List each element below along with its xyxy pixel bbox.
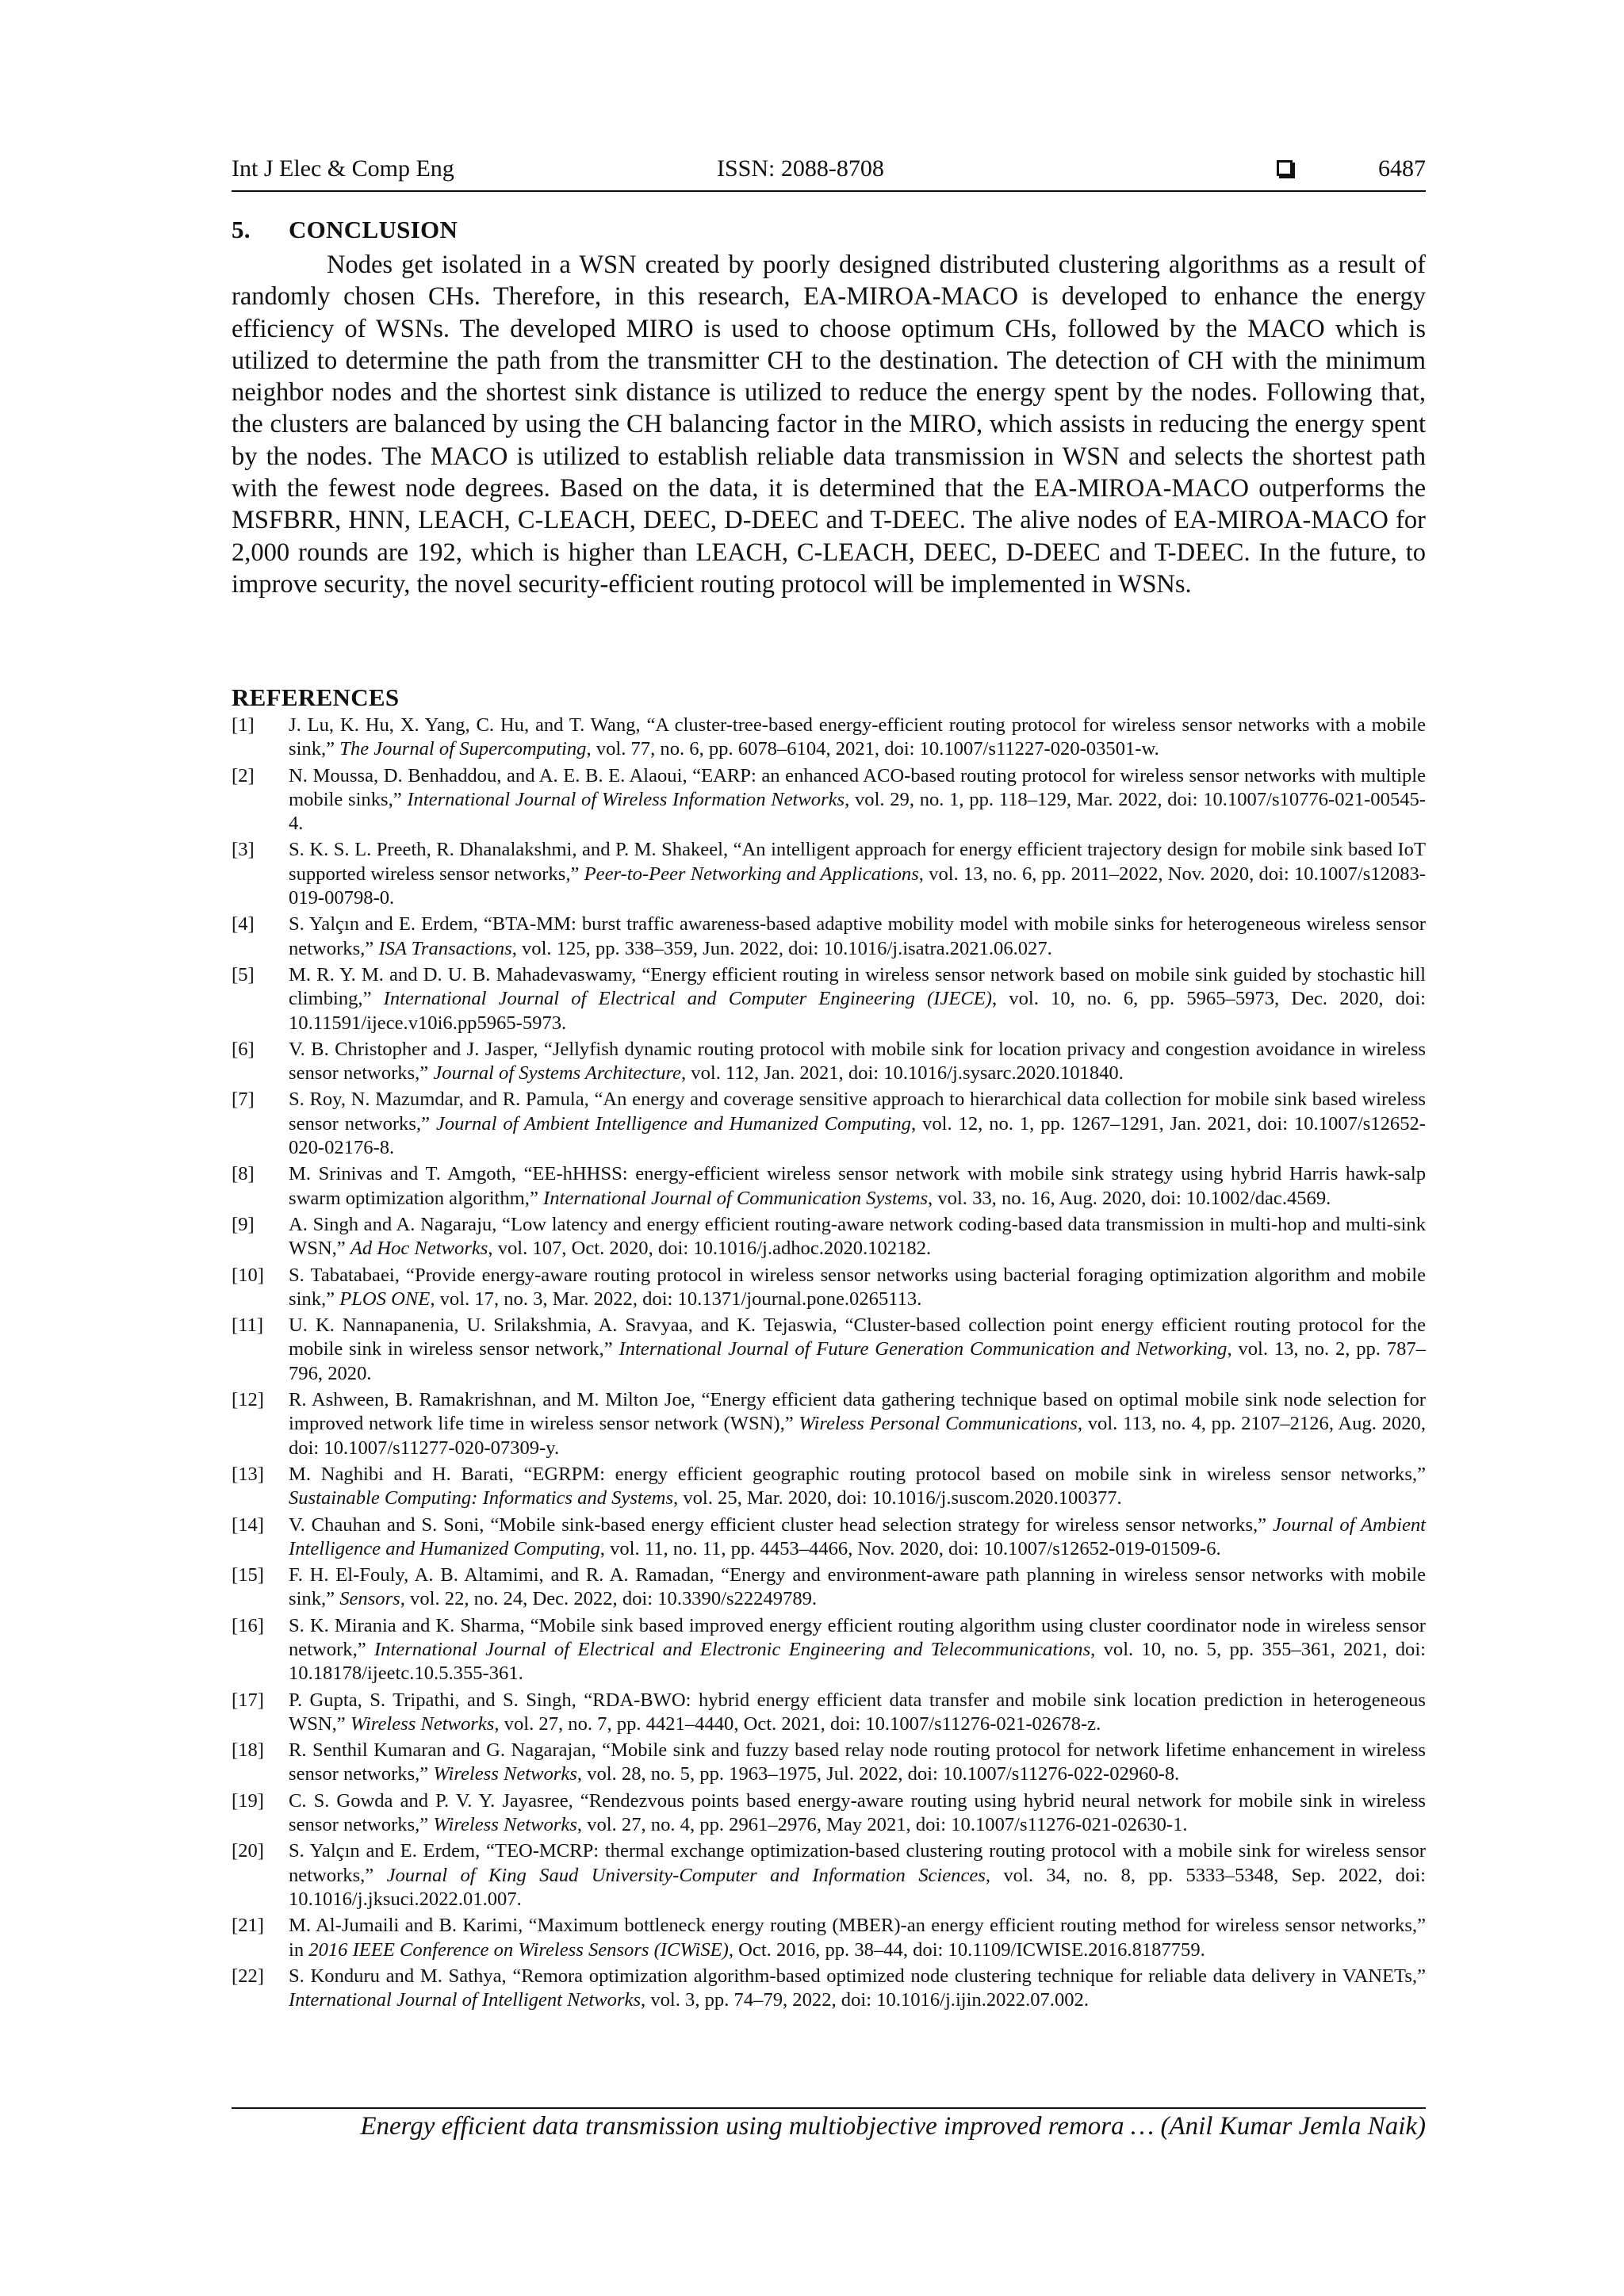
reference-number: [4] <box>232 913 255 936</box>
reference-details: , vol. 107, Oct. 2020, doi: 10.1016/j.adhoc.2020.102182. <box>488 1238 932 1260</box>
reference-item <box>232 764 1426 836</box>
reference-number: [3] <box>232 839 255 861</box>
reference-details: , vol. 33, no. 16, Aug. 2020, doi: 10.1002/dac.4569. <box>928 1187 1331 1209</box>
reference-item <box>232 1513 1426 1562</box>
reference-authors-title: U. K. Nannapanenia, U. Srilakshmia, A. Sravyaa, and K. Tejaswia, “Cluster-based collection point energy efficient routing protocol for the mobile sink in wireless sensor network,” <box>289 1314 1426 1360</box>
reference-item <box>232 1388 1426 1460</box>
reference-item <box>232 1789 1426 1838</box>
reference-venue: International Journal of Electrical and Computer Engineering (IJECE) <box>383 988 992 1010</box>
reference-venue: Ad Hoc Networks <box>350 1238 488 1260</box>
reference-authors-title: M. Al-Jumaili and B. Karimi, “Maximum bottleneck energy routing (MBER)-an energy efficient routing method for wireless sensor networks,” in <box>289 1915 1426 1961</box>
reference-authors-title: S. Roy, N. Mazumdar, and R. Pamula, “An energy and coverage sensitive approach to hierarchical data collection for mobile sink based wireless sensor networks,” <box>289 1089 1426 1135</box>
reference-details: , vol. 10, no. 5, pp. 355–361, 2021, doi: 10.18178/ijeetc.10.5.355-361. <box>289 1638 1426 1685</box>
reference-authors-title: S. K. Mirania and K. Sharma, “Mobile sink based improved energy efficient routing algorithm using cluster coordinator node in wireless sensor network,” <box>289 1614 1426 1660</box>
reference-venue: PLOS ONE <box>339 1288 431 1310</box>
reference-number: [19] <box>232 1789 264 1812</box>
reference-details: , vol. 25, Mar. 2020, doi: 10.1016/j.suscom.2020.100377. <box>673 1487 1122 1510</box>
reference-authors-title: S. Tabatabaei, “Provide energy-aware routing protocol in wireless sensor networks using bacterial foraging optimization algorithm and mobile sink,” <box>289 1264 1426 1310</box>
reference-venue: International Journal of Intelligent Networks <box>289 1989 642 2011</box>
reference-item <box>232 1463 1426 1511</box>
reference-details: , Oct. 2016, pp. 38–44, doi: 10.1109/ICWISE.2016.8187759. <box>728 1938 1205 1961</box>
reference-number: [7] <box>232 1089 255 1111</box>
reference-authors-title: N. Moussa, D. Benhaddou, and A. E. B. E. Alaoui, “EARP: an enhanced ACO-based routing protocol for wireless sensor networks with multiple mobile sinks,” <box>289 764 1426 810</box>
reference-authors-title: R. Ashween, B. Ramakrishnan, and M. Milton Joe, “Energy efficient data gathering technique based on optimal mobile sink node selection for improved network life time in wireless sensor network (WSN),” <box>289 1389 1426 1435</box>
reference-details: , vol. 125, pp. 338–359, Jun. 2022, doi: 10.1016/j.isatra.2021.06.027. <box>511 937 1052 959</box>
reference-number: [9] <box>232 1213 255 1235</box>
reference-details: , vol. 13, no. 6, pp. 2011–2022, Nov. 2020, doi: 10.1007/s12083-019-00798-0. <box>289 863 1426 909</box>
reference-number: [20] <box>232 1840 264 1862</box>
reference-authors-title: V. B. Christopher and J. Jasper, “Jellyfish dynamic routing protocol with mobile sink for location privacy and congestion avoidance in wireless sensor networks,” <box>289 1038 1426 1085</box>
reference-authors-title: F. H. El-Fouly, A. B. Altamimi, and R. A. Ramadan, “Energy and environment-aware path planning in wireless sensor networks with mobile sink,” <box>289 1564 1426 1610</box>
reference-venue: The Journal of Supercomputing <box>339 738 587 760</box>
reference-number: [10] <box>232 1264 264 1286</box>
conclusion-paragraph: Nodes get isolated in a WSN created by poorly designed distributed clustering algorithms as a result of randomly chosen CHs. Therefore, in this research, EA-MIROA-MACO is developed to enhance the energy efficiency of WSNs. The developed MIRO is used to choose optimum CHs, followed by the MACO which is utilized to determine the path from the transmitter CH to the destination. The detection of CH with the minimum neighbor nodes and the shortest sink distance is utilized to reduce the energy spent by the nodes. Following that, the clusters are balanced by using the CH balancing factor in the MIRO, which assists in reducing the energy spent by the nodes. The MACO is utilized to establish reliable data transmission in WSN and selects the shortest path with the fewest node degrees. Based on the data, it is determined that the EA-MIROA-MACO outperforms the MSFBRR, HNN, LEACH, C-LEACH, DEEC, D-DEEC and T-DEEC. The alive nodes of EA-MIROA-MACO for 2,000 rounds are 192, which is higher than LEACH, C-LEACH, DEEC, D-DEEC and T-DEEC. In the future, to improve security, the novel security-efficient routing protocol will be implemented in WSNs. <box>232 251 1426 599</box>
reference-details: , vol. 113, no. 4, pp. 2107–2126, Aug. 2020, doi: 10.1007/s11277-020-07309-y. <box>289 1413 1426 1459</box>
reference-number: [6] <box>232 1038 255 1060</box>
reference-number: [12] <box>232 1389 264 1411</box>
footer-rule <box>232 2107 1426 2109</box>
reference-authors-title: A. Singh and A. Nagaraju, “Low latency and energy efficient routing-aware network coding-based data transmission in multi-hop and multi-sink WSN,” <box>289 1213 1426 1260</box>
page-number: 6487 <box>1378 155 1426 182</box>
reference-authors-title: M. R. Y. M. and D. U. B. Mahadevaswamy, “Energy efficient routing in wireless sensor network based on mobile sink guided by stochastic hill climbing,” <box>289 963 1426 1010</box>
reference-details: , vol. 17, no. 3, Mar. 2022, doi: 10.1371/journal.pone.0265113. <box>430 1288 922 1310</box>
reference-authors-title: P. Gupta, S. Tripathi, and S. Singh, “RDA-BWO: hybrid energy efficient data transfer and mobile sink location prediction in heterogeneous WSN,” <box>289 1689 1426 1735</box>
reference-details: , vol. 12, no. 1, pp. 1267–1291, Jan. 2021, doi: 10.1007/s12652-020-02176-8. <box>289 1112 1426 1159</box>
reference-number: [22] <box>232 1965 264 1987</box>
reference-item <box>232 714 1426 762</box>
reference-venue: Wireless Networks <box>433 1763 577 1785</box>
reference-number: [17] <box>232 1689 264 1711</box>
reference-authors-title: R. Senthil Kumaran and G. Nagarajan, “Mobile sink and fuzzy based relay node routing protocol for network lifetime enhancement in wireless sensor networks,” <box>289 1739 1426 1785</box>
running-header <box>232 155 1426 189</box>
reference-item <box>232 1162 1426 1211</box>
reference-authors-title: S. Konduru and M. Sathya, “Remora optimization algorithm-based optimized node clustering technique for reliable data delivery in VANETs,” <box>289 1965 1426 1987</box>
reference-venue: Wireless Networks <box>433 1814 577 1836</box>
reference-venue: ISA Transactions <box>378 937 512 959</box>
reference-venue: Journal of Ambient Intelligence and Humanized Computing <box>435 1112 911 1135</box>
reference-authors-title: J. Lu, K. Hu, X. Yang, C. Hu, and T. Wang, “A cluster-tree-based energy-efficient routing protocol for wireless sensor networks with a mobile sink,” <box>289 714 1426 760</box>
reference-venue: Journal of Ambient Intelligence and Humanized Computing <box>289 1513 1426 1559</box>
journal-name: Int J Elec & Comp Eng <box>232 155 454 182</box>
reference-number: [13] <box>232 1463 264 1485</box>
reference-item <box>232 1839 1426 1911</box>
reference-number: [16] <box>232 1614 264 1636</box>
reference-number: [5] <box>232 963 255 985</box>
reference-item <box>232 1213 1426 1261</box>
reference-item <box>232 1914 1426 1962</box>
reference-authors-title: V. Chauhan and S. Soni, “Mobile sink-based energy efficient cluster head selection strategy for wireless sensor networks,” <box>289 1513 1273 1536</box>
reference-item <box>232 1614 1426 1686</box>
reference-item <box>232 1965 1426 2013</box>
section-title: CONCLUSION <box>289 216 458 243</box>
reference-item <box>232 1314 1426 1386</box>
reference-number: [18] <box>232 1739 264 1762</box>
reference-item <box>232 1264 1426 1312</box>
reference-item <box>232 1563 1426 1612</box>
reference-item <box>232 963 1426 1035</box>
reference-venue: Peer-to-Peer Networking and Applications <box>584 863 919 885</box>
reference-venue: International Journal of Future Generation Communication and Networking <box>619 1338 1228 1360</box>
reference-number: [14] <box>232 1513 264 1536</box>
reference-details: , vol. 27, no. 7, pp. 4421–4440, Oct. 2021, doi: 10.1007/s11276-021-02678-z. <box>494 1712 1101 1735</box>
reference-number: [11] <box>232 1314 264 1337</box>
running-footer: Energy efficient data transmission using multiobjective improved remora … (Anil Kumar Jemla Naik) <box>360 2112 1426 2141</box>
reference-item <box>232 913 1426 961</box>
reference-number: [8] <box>232 1163 255 1185</box>
reference-details: , vol. 34, no. 8, pp. 5333–5348, Sep. 2022, doi: 10.1016/j.jksuci.2022.01.007. <box>289 1864 1427 1910</box>
reference-number: [21] <box>232 1915 264 1937</box>
reference-authors-title: M. Srinivas and T. Amgoth, “EE-hHHSS: energy-efficient wireless sensor network with mobile sink strategy using hybrid Harris hawk-salp swarm optimization algorithm,” <box>289 1163 1426 1209</box>
reference-item <box>232 1038 1426 1086</box>
reference-authors-title: S. K. S. L. Preeth, R. Dhanalakshmi, and P. M. Shakeel, “An intelligent approach for energy efficient trajectory design for mobile sink based IoT supported wireless sensor networks,” <box>289 839 1426 885</box>
reference-venue: Wireless Networks <box>350 1712 495 1735</box>
header-rule <box>232 190 1426 192</box>
references-heading: REFERENCES <box>232 683 400 711</box>
reference-list <box>232 714 1426 2015</box>
reference-number: [2] <box>232 764 255 786</box>
reference-item <box>232 1689 1426 1737</box>
reference-authors-title: M. Naghibi and H. Barati, “EGRPM: energy efficient geographic routing protocol based on mobile sink in wireless sensor networks,” <box>289 1463 1426 1485</box>
reference-venue: Sensors <box>339 1588 400 1610</box>
reference-details: , vol. 112, Jan. 2021, doi: 10.1016/j.sysarc.2020.101840. <box>680 1062 1124 1085</box>
section-heading <box>232 216 458 244</box>
square-box-icon <box>1277 160 1293 176</box>
reference-authors-title: S. Yalçın and E. Erdem, “TEO-MCRP: thermal exchange optimization-based clustering routing protocol with a mobile sink for wireless sensor networks,” <box>289 1840 1426 1886</box>
reference-venue: Wireless Personal Communications <box>799 1413 1078 1435</box>
reference-details: , vol. 28, no. 5, pp. 1963–1975, Jul. 2022, doi: 10.1007/s11276-022-02960-8. <box>576 1763 1180 1785</box>
reference-details: , vol. 29, no. 1, pp. 118–129, Mar. 2022, doi: 10.1007/s10776-021-00545-4. <box>289 788 1426 835</box>
section-number: 5. <box>232 216 251 243</box>
reference-details: , vol. 77, no. 6, pp. 6078–6104, 2021, doi: 10.1007/s11227-020-03501-w. <box>586 738 1159 760</box>
reference-item <box>232 1739 1426 1787</box>
reference-venue: International Journal of Wireless Information Networks <box>407 788 845 810</box>
reference-authors-title: C. S. Gowda and P. V. Y. Jayasree, “Rendezvous points based energy-aware routing using hybrid neural network for mobile sink in wireless sensor networks,” <box>289 1789 1426 1836</box>
reference-venue: Journal of King Saud University-Computer and Information Sciences <box>386 1864 986 1886</box>
reference-number: [1] <box>232 714 255 736</box>
issn: ISSN: 2088-8708 <box>717 155 884 182</box>
reference-details: , vol. 27, no. 4, pp. 2961–2976, May 2021, doi: 10.1007/s11276-021-02630-1. <box>576 1814 1188 1836</box>
reference-venue: Journal of Systems Architecture <box>433 1062 681 1085</box>
reference-authors-title: S. Yalçın and E. Erdem, “BTA-MM: burst traffic awareness-based adaptive mobility model with mobile sinks for heterogeneous wireless sensor networks,” <box>289 913 1426 959</box>
reference-venue: International Journal of Communication Systems <box>543 1187 929 1209</box>
reference-details: , vol. 10, no. 6, pp. 5965–5973, Dec. 2020, doi: 10.11591/ijece.v10i6.pp5965-5973. <box>289 988 1426 1034</box>
reference-number: [15] <box>232 1564 264 1586</box>
reference-details: , vol. 13, no. 2, pp. 787–796, 2020. <box>289 1338 1426 1384</box>
reference-venue: 2016 IEEE Conference on Wireless Sensors (ICWiSE) <box>308 1938 729 1961</box>
reference-venue: Sustainable Computing: Informatics and Systems <box>289 1487 674 1510</box>
reference-details: , vol. 11, no. 11, pp. 4453–4466, Nov. 2020, doi: 10.1007/s12652-019-01509-6. <box>599 1537 1221 1559</box>
reference-details: , vol. 3, pp. 74–79, 2022, doi: 10.1016/j.ijin.2022.07.002. <box>641 1989 1089 2011</box>
reference-details: , vol. 22, no. 24, Dec. 2022, doi: 10.3390/s22249789. <box>400 1588 818 1610</box>
reference-item <box>232 1088 1426 1160</box>
reference-item <box>232 838 1426 910</box>
reference-venue: International Journal of Electrical and Electronic Engineering and Telecommunications <box>373 1638 1091 1660</box>
